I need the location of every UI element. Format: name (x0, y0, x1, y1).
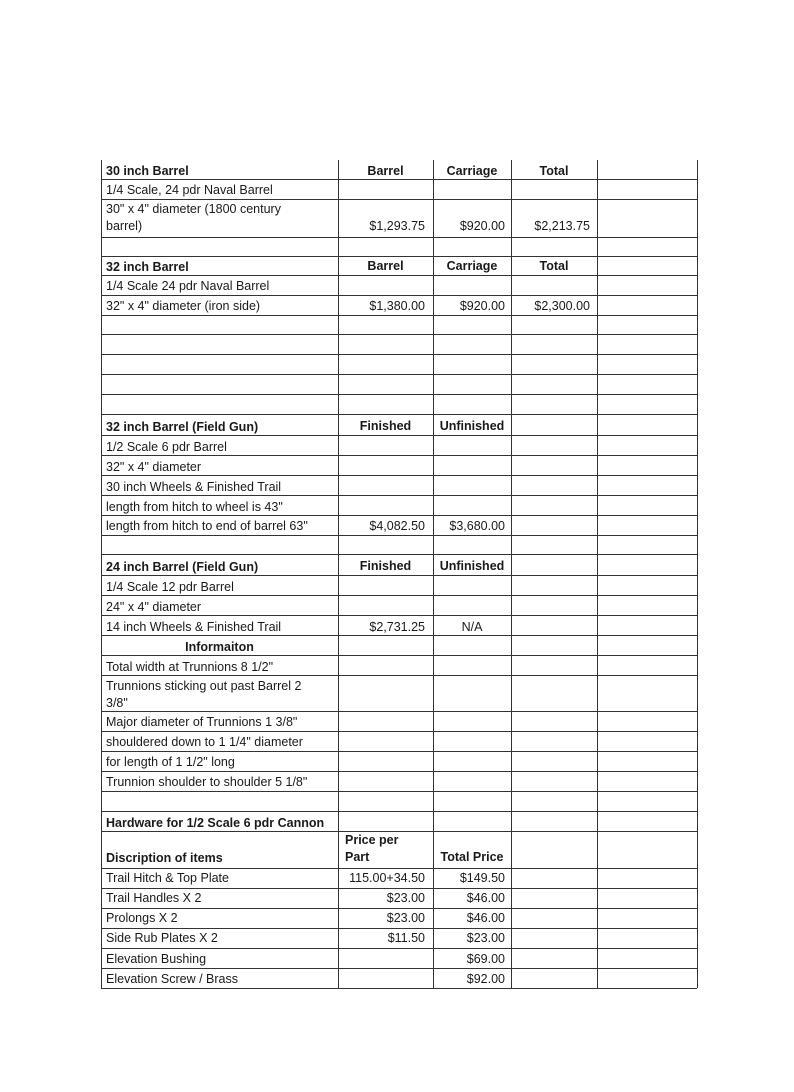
hardware-item-name: Elevation Bushing (106, 952, 207, 966)
grid-row-line (101, 414, 697, 415)
hardware-item-name: Trail Handles X 2 (106, 891, 202, 905)
hardware-item-name: Prolongs X 2 (106, 911, 178, 925)
information-line-3: Major diameter of Trunnions 1 3/8" (106, 715, 298, 729)
grid-row-line (101, 374, 697, 375)
hardware-item-price: $23.00 (386, 891, 425, 905)
section-32-col-carriage: Carriage (446, 259, 498, 273)
section-30-title: 30 inch Barrel (106, 164, 189, 178)
section-24-field-line-3: 14 inch Wheels & Finished Trail (106, 620, 282, 634)
section-30-carriage-price: $920.00 (459, 219, 505, 233)
grid-row-line (101, 948, 697, 949)
hardware-col-desc: Discription of items (106, 851, 223, 865)
hardware-item-price: $11.50 (387, 931, 425, 945)
section-32-field-col-finished: Finished (359, 419, 412, 433)
grid-column-line (101, 160, 102, 988)
hardware-col-price-a: Price per (345, 833, 399, 847)
section-32-field-finished-price: $4,082.50 (369, 519, 425, 533)
section-32-barrel-price: $1,380.00 (369, 299, 425, 313)
section-32-carriage-price: $920.00 (459, 299, 505, 313)
section-32-field-line-3: 30 inch Wheels & Finished Trail (106, 480, 282, 494)
section-32-field-line-2: 32" x 4" diameter (106, 460, 202, 474)
grid-column-line (511, 160, 512, 988)
section-32-line-1: 1/4 Scale 24 pdr Naval Barrel (106, 279, 270, 293)
section-30-line-1: 1/4 Scale, 24 pdr Naval Barrel (106, 183, 273, 197)
information-heading: Informaiton (185, 640, 254, 654)
section-32-total-price: $2,300.00 (534, 299, 590, 313)
hardware-item-name: Trail Hitch & Top Plate (106, 871, 229, 885)
hardware-item-price: 115.00+34.50 (349, 871, 425, 885)
section-30-col-carriage: Carriage (446, 164, 498, 178)
hardware-col-total: Total Price (440, 850, 504, 864)
information-line-2a: Trunnions sticking out past Barrel 2 (106, 679, 302, 693)
section-24-field-col-finished: Finished (359, 559, 412, 573)
information-line-1: Total width at Trunnions 8 1/2" (106, 660, 274, 674)
hardware-item-total: $46.00 (466, 891, 505, 905)
section-30-col-total: Total (539, 164, 569, 178)
section-32-field-col-unfinished: Unfinished (439, 419, 505, 433)
section-24-field-line-1: 1/4 Scale 12 pdr Barrel (106, 580, 234, 594)
section-32-field-line-4: length from hitch to wheel is 43" (106, 500, 283, 514)
section-30-col-barrel: Barrel (367, 164, 404, 178)
section-24-field-unfinished-price: N/A (461, 620, 483, 634)
information-line-2b: 3/8" (106, 696, 128, 710)
section-30-line-2a: 30" x 4" diameter (1800 century (106, 202, 281, 216)
section-32-title: 32 inch Barrel (106, 260, 189, 274)
grid-row-line (101, 237, 697, 238)
grid-row-line (101, 394, 697, 395)
grid-row-line (101, 811, 697, 812)
grid-column-line (697, 160, 698, 988)
section-30-line-2b: barrel) (106, 219, 143, 233)
section-32-line-2: 32" x 4" diameter (iron side) (106, 299, 261, 313)
grid-row-line (101, 554, 697, 555)
hardware-item-total: $46.00 (466, 911, 505, 925)
hardware-item-price: $23.00 (386, 911, 425, 925)
section-24-field-finished-price: $2,731.25 (369, 620, 425, 634)
grid-row-line (101, 354, 697, 355)
hardware-item-total: $92.00 (466, 972, 505, 986)
hardware-item-total: $149.50 (459, 871, 505, 885)
hardware-item-name: Side Rub Plates X 2 (106, 931, 218, 945)
section-24-field-line-2: 24" x 4" diameter (106, 600, 202, 614)
section-24-field-col-unfinished: Unfinished (439, 559, 505, 573)
section-32-field-line-5: length from hitch to end of barrel 63" (106, 519, 308, 533)
hardware-item-total: $23.00 (466, 931, 505, 945)
grid-row-line (101, 711, 697, 712)
section-32-col-barrel: Barrel (367, 259, 404, 273)
hardware-col-price-b: Part (345, 850, 370, 864)
grid-row-line (101, 334, 697, 335)
section-32-field-title: 32 inch Barrel (Field Gun) (106, 420, 259, 434)
information-line-6: Trunnion shoulder to shoulder 5 1/8" (106, 775, 308, 789)
section-24-field-title: 24 inch Barrel (Field Gun) (106, 560, 259, 574)
hardware-item-total: $69.00 (466, 952, 505, 966)
section-32-field-line-1: 1/2 Scale 6 pdr Barrel (106, 440, 227, 454)
hardware-item-name: Elevation Screw / Brass (106, 972, 238, 986)
section-32-col-total: Total (539, 259, 569, 273)
section-30-barrel-price: $1,293.75 (369, 219, 425, 233)
section-32-field-unfinished-price: $3,680.00 (449, 519, 505, 533)
hardware-title: Hardware for 1/2 Scale 6 pdr Cannon (106, 816, 325, 830)
information-line-5: for length of 1 1/2" long (106, 755, 235, 769)
grid-column-line (597, 160, 598, 988)
information-line-4: shouldered down to 1 1/4" diameter (106, 735, 303, 749)
section-30-total-price: $2,213.75 (534, 219, 590, 233)
